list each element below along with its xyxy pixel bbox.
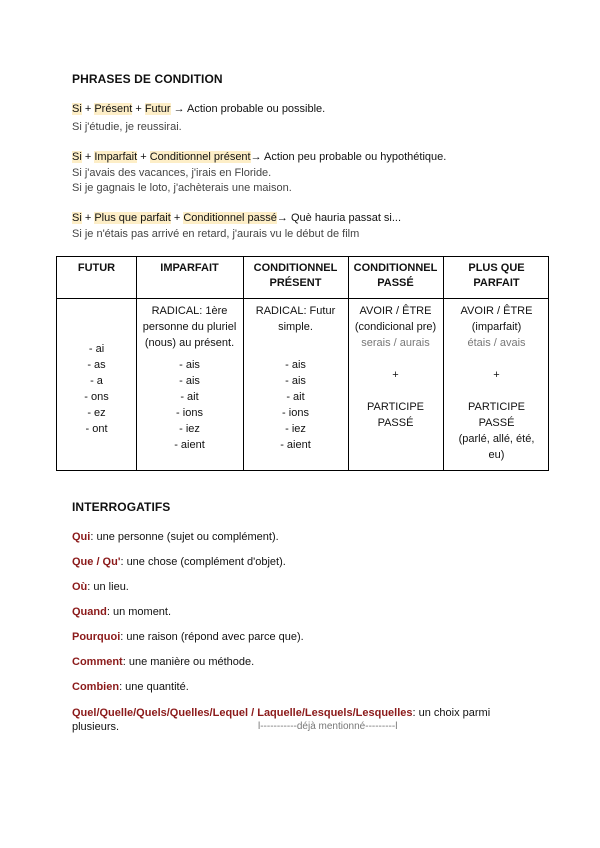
interrogatif-word: Quel/Quelle/Quels/Quelles/Lequel / Laquelle/Lesquels/Lesquelles [72,707,413,719]
interrogatif-def: : un moment. [106,606,172,618]
imparfait-ending: - ais [179,375,200,387]
interrogatif-item [72,531,279,543]
spacer [443,351,550,367]
cond-present-intro: simple. [278,321,313,333]
interrogatif-word: Que / Qu' [72,556,121,568]
cond-passe-example: serais / aurais [361,337,430,349]
rule-3 [72,212,401,224]
cond-passe-plus: + [392,369,399,381]
rule-1 [72,103,325,115]
header-pqp-line-2: PARFAIT [473,277,520,289]
interrogatif-def: : un choix parmi [412,707,491,719]
pqp-participe-note: (parlé, allé, été, [458,433,535,445]
rule-2-example-2: Si je gagnais le loto, j'achèterais une maison. [72,182,292,194]
interrogatif-item-quel [72,707,490,719]
rule-1-si: Si [72,103,82,115]
futur-ending: - ai [88,343,105,355]
rule-2-example-1: Si j'avais des vacances, j'irais en Floride. [72,167,272,179]
rule-2 [72,151,446,163]
pqp-plus: + [493,369,500,381]
cond-present-ending: - iez [285,423,306,435]
rule-2-plus-a: + [84,151,92,163]
rule-2-cond-present: Conditionnel présent [149,151,251,163]
interrogatif-item [72,631,304,643]
interrogatif-def: : une manière ou méthode. [122,656,255,668]
cond-present-ending: - ais [285,375,306,387]
rule-1-plus-a: + [84,103,92,115]
rule-3-rest: → Què hauria passat si... [276,212,402,224]
pqp-participe-note: eu) [488,449,505,461]
rule-3-pqp: Plus que parfait [94,212,171,224]
futur-ending: - ont [85,423,108,435]
pqp-participe: PARTICIPE [467,401,526,413]
imparfait-intro: RADICAL: 1ère [151,305,228,317]
interrogatif-item [72,656,254,668]
spacer [443,383,550,399]
interrogatif-item [72,681,189,693]
imparfait-ending: - ait [180,391,199,403]
table-header-divider [57,298,548,299]
spacer [348,383,443,399]
imparfait-ending: - aient [174,439,205,451]
rule-2-plus-b: + [140,151,147,163]
spacer [243,335,348,357]
rule-1-plus-b: + [135,103,142,115]
interrogatif-item [72,556,286,568]
imparfait-ending: - ions [176,407,203,419]
rule-3-plus-a: + [84,212,92,224]
interrogatif-item [72,581,129,593]
interrogatif-def: : une quantité. [119,681,189,693]
cond-present-ending: - aient [280,439,311,451]
interrogatif-item-quel-cont [72,721,119,733]
futur-ending: - ons [84,391,109,403]
header-cond-present-line-1: CONDITIONNEL [253,262,338,274]
rule-3-plus-b: + [173,212,181,224]
interrogatif-def-cont: plusieurs. [72,721,120,733]
header-cond-present [243,261,348,291]
interrogatif-word: Pourquoi [72,631,121,643]
interrogatif-word: Qui [72,531,91,543]
header-imparfait-text: IMPARFAIT [160,262,219,274]
rule-1-example: Si j'étudie, je reussirai. [72,121,182,133]
interrogatif-def: : une personne (sujet ou complément). [90,531,279,543]
rule-2-si: Si [72,151,82,163]
interrogatif-item [72,606,171,618]
futur-ending: - ez [87,407,106,419]
cond-present-ending: - ait [286,391,305,403]
pqp-example: étais / avais [467,337,526,349]
interrogatif-def: : une raison (répond avec parce que). [120,631,304,643]
imparfait-cell [136,303,243,453]
imparfait-ending: - ais [179,359,200,371]
section-title-conditions: PHRASES DE CONDITION [72,72,223,86]
pqp-cell [443,303,550,463]
interrogatif-def: : une chose (complément d'objet). [120,556,286,568]
interrogatif-word: Combien [72,681,120,693]
imparfait-intro: personne du pluriel [142,321,237,333]
header-cond-present-line-2: PRÉSENT [269,277,322,289]
rule-2-rest: → Action peu probable ou hypothétique. [250,151,447,163]
rule-3-cond-passe: Conditionnel passé [183,212,277,224]
cond-passe-aux-note: (condicional pre) [354,321,437,333]
spacer [348,351,443,367]
pqp-aux-note: (imparfait) [471,321,522,333]
pqp-aux: AVOIR / ÊTRE [460,305,533,317]
header-imparfait [136,261,243,276]
rule-3-si: Si [72,212,82,224]
header-cond-passe-line-1: CONDITIONNEL [353,262,438,274]
header-pqp-line-1: PLUS QUE [468,262,525,274]
futur-ending: - as [87,359,106,371]
imparfait-intro: (nous) au présent. [144,337,235,349]
header-pqp [443,261,550,291]
deja-mentionne-note: l-----------déjà mentionné---------l [258,721,398,732]
interrogatif-word: Où [72,581,88,593]
cond-passe-participe: PASSÉ [377,417,414,429]
cond-present-ending: - ions [282,407,309,419]
header-futur [57,261,136,276]
header-futur-text: FUTUR [77,262,116,274]
cond-present-intro: RADICAL: Futur [255,305,336,317]
rule-1-present: Présent [94,103,133,115]
cond-passe-aux: AVOIR / ÊTRE [359,305,432,317]
header-cond-passe [348,261,443,291]
imparfait-ending: - iez [179,423,200,435]
interrogatif-def: : un lieu. [87,581,129,593]
cond-present-ending: - ais [285,359,306,371]
section-title-interrogatifs: INTERROGATIFS [72,500,171,514]
cond-present-cell [243,303,348,453]
futur-ending: - a [90,375,103,387]
rule-1-futur: Futur [144,103,171,115]
header-cond-passe-line-2: PASSÉ [377,277,414,289]
interrogatif-word: Quand [72,606,107,618]
futur-endings [57,341,136,437]
rule-2-imparfait: Imparfait [94,151,138,163]
cond-passe-cell [348,303,443,431]
cond-passe-participe: PARTICIPE [366,401,425,413]
rule-3-example: Si je n'étais pas arrivé en retard, j'aurais vu le début de film [72,228,360,240]
pqp-participe: PASSÉ [478,417,515,429]
interrogatif-word: Comment [72,656,123,668]
rule-1-rest: → Action probable ou possible. [173,103,326,115]
conjugation-table [56,256,549,471]
